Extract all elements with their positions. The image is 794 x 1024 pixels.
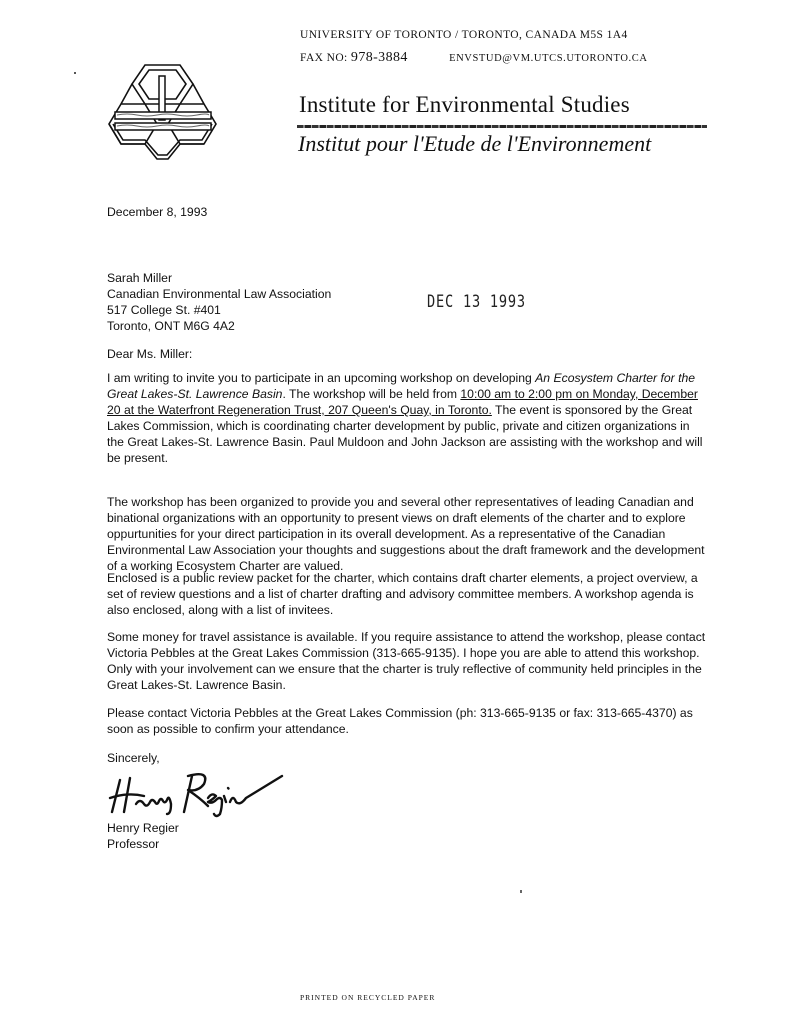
workshop-details: 10:00 am to 2:00 pm on Monday, December 20 at the Waterfront Regeneration Trust, 207 Queen's Quay, in Toronto. xyxy=(107,387,698,417)
charter-title: An Ecosystem Charter for the Great Lakes-St. Lawrence Basin xyxy=(107,371,696,401)
recipient-name: Sarah Miller xyxy=(107,271,173,285)
fax-number: 978-3884 xyxy=(350,50,408,65)
letter-date: December 8, 1993 xyxy=(107,205,208,219)
recipient-organization: Canadian Environmental Law Association xyxy=(107,287,332,301)
signer-name: Henry Regier xyxy=(107,821,179,835)
recipient-city: Toronto, ONT M6G 4A2 xyxy=(107,319,235,333)
paragraph-enclosures xyxy=(107,570,707,618)
contact-line xyxy=(300,50,648,66)
letterhead-divider xyxy=(297,125,707,128)
paragraph-purpose xyxy=(107,494,707,574)
paragraph-text: Some money for travel assistance is available. If you require assistance to attend the workshop, please contact Victoria Pebbles at the Great Lakes Commission (313-665-9135). I hope you are able to attend this workshop. Only with your involvement can we ensure that the charter is truly reflective of community held principles in the Great Lakes-St. Lawrence Basin. xyxy=(107,630,706,692)
text-span: I am writing to invite you to participate in an upcoming workshop on developing xyxy=(107,371,536,385)
paragraph-text: Enclosed is a public review packet for the charter, which contains draft charter elements, a project overview, a set of review questions and a list of charter drafting and advisory committee members. A workshop agenda is also enclosed, along with a list of invitees. xyxy=(107,571,698,617)
institute-name-english: Institute for Environmental Studies xyxy=(299,92,630,117)
salutation: Dear Ms. Miller: xyxy=(107,347,193,361)
received-date-stamp: DEC 13 1993 xyxy=(427,292,526,312)
signer-block xyxy=(107,820,179,852)
text-span: The event is sponsored by the Great Lakes Commission, which is coordinating charter development by public, private and citizen organizations in the Great Lakes-St. Lawrence Basin. Paul Muldoon and John Jackson are assisting with the workshop and will be present. xyxy=(107,403,703,465)
institute-name-french: Institut pour l'Etude de l'Environnement xyxy=(298,131,652,156)
paragraph-contact xyxy=(107,705,707,737)
paragraph-invitation xyxy=(107,370,707,466)
closing: Sincerely, xyxy=(107,751,160,765)
recipient-street: 517 College St. #401 xyxy=(107,303,221,317)
signer-title: Professor xyxy=(107,837,160,851)
paragraph-text: The workshop has been organized to provide you and several other representatives of leading Canadian and binational organizations with an opportunity to present views on draft elements of the charter and to explore oppurtunities for your direct participation in its overall development. As a representative of the Canadian Environmental Law Association your thoughts and suggestions about the draft framework and the development of a working Ecosystem Charter are valued. xyxy=(107,495,705,573)
email-address: ENVSTUD@VM.UTCS.UTORONTO.CA xyxy=(449,53,648,64)
handwritten-signature xyxy=(108,768,288,820)
scan-speck xyxy=(520,890,522,893)
paragraph-travel-assistance xyxy=(107,629,707,693)
paragraph-text: Please contact Victoria Pebbles at the Great Lakes Commission (ph: 313-665-9135 or fax: 313-665-4370) as soon as possible to confirm your attendance. xyxy=(107,706,693,736)
text-span: . The workshop will be held from xyxy=(282,387,461,401)
fax-label: FAX NO: xyxy=(300,52,348,64)
hexagon-logo-icon xyxy=(105,62,220,162)
university-address: UNIVERSITY OF TORONTO / TORONTO, CANADA M5S 1A4 xyxy=(300,29,628,41)
recipient-address xyxy=(107,270,331,334)
footer-recycled-paper: PRINTED ON RECYCLED PAPER xyxy=(300,993,436,1002)
scan-speck xyxy=(74,72,76,74)
